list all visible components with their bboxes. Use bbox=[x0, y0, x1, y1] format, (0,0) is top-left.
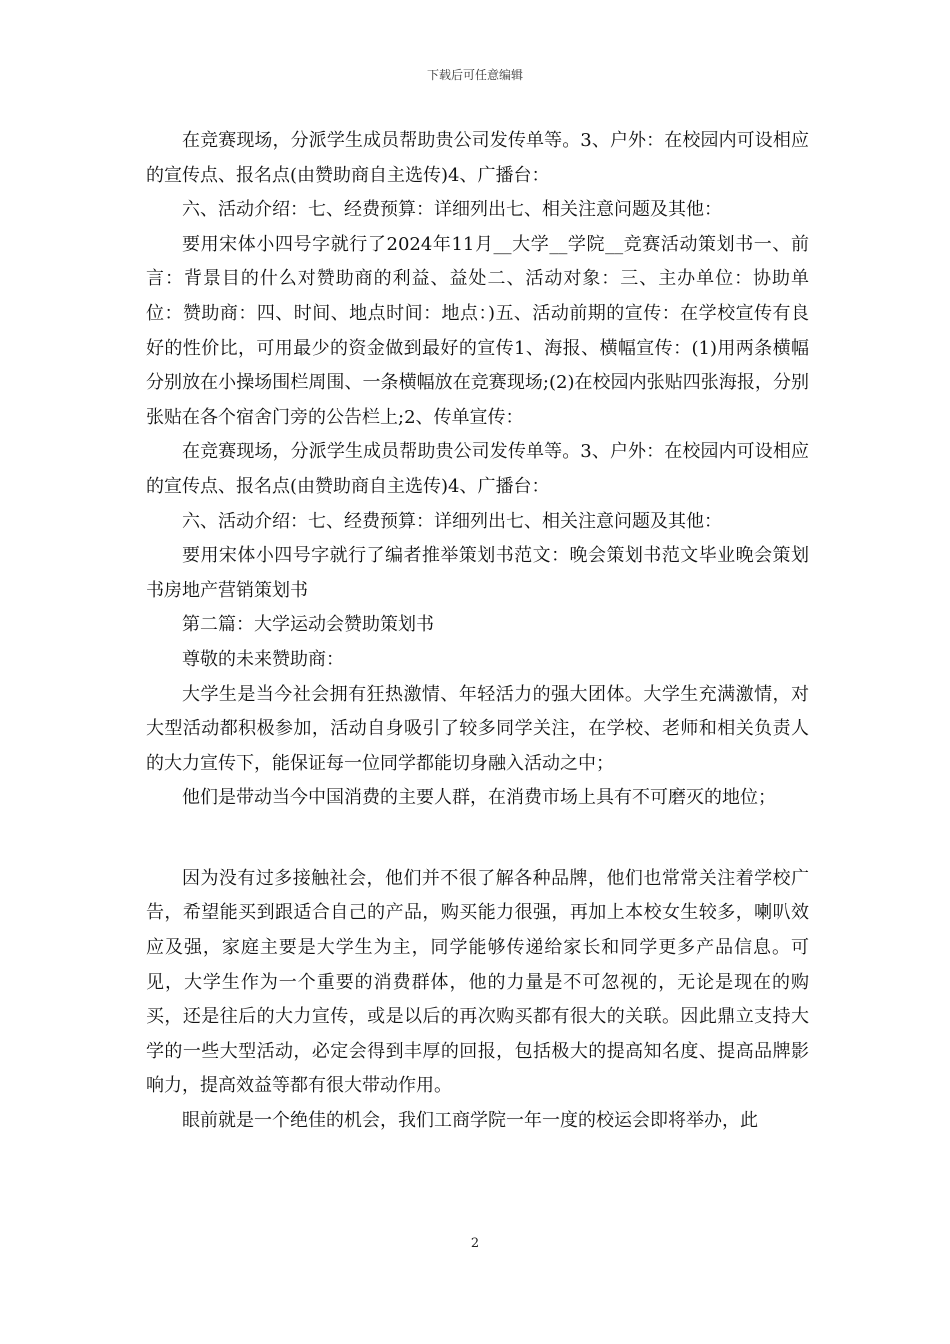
paragraph: 因为没有过多接触社会，他们并不很了解各种品牌，他们也常常关注着学校广告，希望能买到跟适合自己的产品，购买能力很强，再加上本校女生较多，喇叭效应及强，家庭主要是大学生为主，同学能够传递给家长和同学更多产品信息。可见，大学生作为一个重要的消费群体，他的力量是不可忽视的，无论是现在的购买，还是往后的大力宣传，或是以后的再次购买都有很大的关联。因此鼎立支持大学的一些大型活动，必定会得到丰厚的回报，包括极大的提高知名度、提高品牌影响力，提高效益等都有很大带动作用。 bbox=[146, 867, 809, 1097]
paragraph: 大学生是当今社会拥有狂热激情、年轻活力的强大团体。大学生充满激情，对大型活动都积极参加，活动自身吸引了较多同学关注，在学校、老师和相关负责人的大力宣传下，能保证每一位同学都能切身融入活动之中； bbox=[146, 683, 809, 774]
paragraph: 在竞赛现场，分派学生成员帮助贵公司发传单等。3、户外：在校园内可设相应的宣传点、报名点(由赞助商自主选传)4、广播台： bbox=[146, 441, 809, 497]
page-header: 下载后可任意编辑 bbox=[426, 68, 523, 82]
paragraph: 眼前就是一个绝佳的机会，我们工商学院一年一度的校运会即将举办，此 bbox=[182, 1110, 758, 1132]
document-body bbox=[146, 124, 809, 1139]
paragraph: 六、活动介绍：七、经费预算：详细列出七、相关注意问题及其他： bbox=[182, 199, 722, 221]
paragraph: 他们是带动当今中国消费的主要人群，在消费市场上具有不可磨灭的地位； bbox=[182, 787, 776, 809]
paragraph-gap bbox=[146, 816, 809, 862]
page-number: 2 bbox=[470, 1236, 480, 1251]
section-heading: 第二篇：大学运动会赞助策划书 bbox=[182, 614, 434, 636]
paragraph: 在竞赛现场，分派学生成员帮助贵公司发传单等。3、户外：在校园内可设相应的宣传点、报名点(由赞助商自主选传)4、广播台： bbox=[146, 130, 809, 186]
paragraph: 要用宋体小四号字就行了编者推举策划书范文：晚会策划书范文毕业晚会策划书房地产营销策划书 bbox=[146, 545, 809, 601]
paragraph: 六、活动介绍：七、经费预算：详细列出七、相关注意问题及其他： bbox=[182, 510, 722, 532]
paragraph: 要用宋体小四号字就行了2024年11月__大学__学院__竞赛活动策划书一、前言：背景目的什么对赞助商的利益、益处二、活动对象：三、主办单位：协助单位：赞助商：四、时间、地点时间：地点：)五、活动前期的宣传：在学校宣传有良好的性价比，可用最少的资金做到最好的宣传1、海报、横幅宣传：(1)用两条横幅分别放在小操场围栏周围、一条横幅放在竞赛现场;(2)在校园内张贴四张海报，分别张贴在各个宿舍门旁的公告栏上;2、传单宣传： bbox=[146, 233, 809, 428]
salutation: 尊敬的未来赞助商： bbox=[182, 648, 344, 670]
